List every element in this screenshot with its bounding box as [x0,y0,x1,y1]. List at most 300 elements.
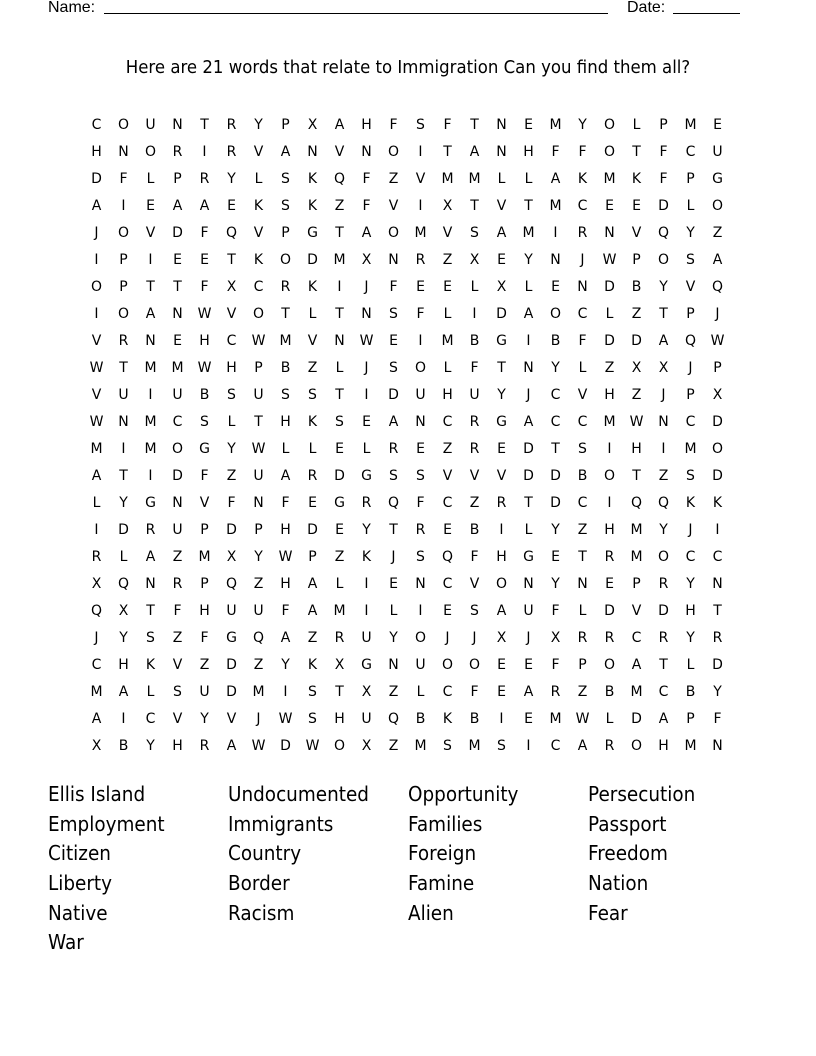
grid-letter[interactable]: L [335,360,344,376]
grid-letter[interactable]: A [118,684,129,700]
grid-letter[interactable]: N [118,144,129,160]
grid-letter[interactable]: Z [172,549,183,565]
grid-letter[interactable]: M [279,333,292,349]
grid-letter[interactable]: M [522,225,535,241]
grid-letter[interactable]: Y [686,630,695,646]
grid-letter[interactable]: P [686,306,695,322]
grid-letter[interactable]: Q [387,711,400,727]
grid-letter[interactable]: Z [172,630,183,646]
grid-letter[interactable]: P [281,117,290,133]
grid-letter[interactable]: A [523,414,534,430]
grid-letter[interactable]: S [443,738,452,754]
grid-letter[interactable]: I [94,252,99,268]
grid-letter[interactable]: E [443,279,452,295]
grid-letter[interactable]: D [604,603,615,619]
grid-letter[interactable]: S [416,468,425,484]
grid-letter[interactable]: D [712,414,723,430]
grid-letter[interactable]: M [198,549,211,565]
grid-letter[interactable]: R [226,144,237,160]
grid-letter[interactable]: L [443,360,452,376]
grid-letter[interactable]: O [117,306,130,322]
grid-letter[interactable]: V [469,576,480,592]
grid-letter[interactable]: D [118,522,129,538]
grid-letter[interactable]: N [496,117,507,133]
grid-letter[interactable]: E [200,252,209,268]
grid-letter[interactable]: F [659,171,668,187]
grid-letter[interactable]: M [414,225,427,241]
grid-letter[interactable]: P [200,522,209,538]
grid-letter[interactable]: V [199,495,210,511]
grid-letter[interactable]: E [524,711,533,727]
grid-letter[interactable]: Y [497,387,506,403]
grid-letter[interactable]: A [91,711,102,727]
grid-letter[interactable]: T [578,549,587,565]
grid-letter[interactable]: C [172,414,183,430]
grid-letter[interactable]: V [307,333,318,349]
grid-letter[interactable]: P [254,522,263,538]
grid-letter[interactable]: C [712,549,723,565]
grid-letter[interactable]: U [199,684,210,700]
grid-letter[interactable]: A [226,738,237,754]
grid-letter[interactable]: S [416,549,425,565]
grid-letter[interactable]: A [523,684,534,700]
grid-letter[interactable]: W [710,333,725,349]
grid-letter[interactable]: S [686,468,695,484]
grid-letter[interactable]: U [172,522,183,538]
grid-letter[interactable]: T [335,225,344,241]
grid-letter[interactable]: N [361,144,372,160]
grid-letter[interactable]: Z [307,630,318,646]
grid-letter[interactable]: D [550,468,561,484]
grid-letter[interactable]: M [252,684,265,700]
grid-letter[interactable]: Q [252,630,265,646]
grid-letter[interactable]: V [577,387,588,403]
grid-letter[interactable]: L [470,279,479,295]
grid-letter[interactable]: P [281,225,290,241]
grid-letter[interactable]: X [496,279,507,295]
grid-letter[interactable]: E [713,117,722,133]
grid-letter[interactable]: L [146,171,155,187]
grid-letter[interactable]: I [526,333,531,349]
grid-letter[interactable]: L [92,495,101,511]
grid-letter[interactable]: W [575,711,590,727]
grid-letter[interactable]: E [632,198,641,214]
grid-letter[interactable]: T [659,657,668,673]
grid-letter[interactable]: Y [713,684,722,700]
grid-letter[interactable]: H [199,333,210,349]
grid-letter[interactable]: N [415,414,426,430]
grid-letter[interactable]: T [713,603,722,619]
grid-letter[interactable]: U [523,603,534,619]
grid-letter[interactable]: N [172,495,183,511]
grid-letter[interactable]: R [658,576,669,592]
grid-letter[interactable]: Z [226,468,237,484]
grid-letter[interactable]: Z [388,684,399,700]
grid-letter[interactable]: E [146,198,155,214]
grid-letter[interactable]: K [307,198,318,214]
grid-letter[interactable]: L [389,603,398,619]
grid-letter[interactable]: M [441,333,454,349]
grid-letter[interactable]: F [416,495,425,511]
grid-letter[interactable]: T [632,144,641,160]
grid-letter[interactable]: C [577,198,588,214]
grid-letter[interactable]: K [307,657,318,673]
grid-letter[interactable]: B [469,333,480,349]
name-field-line[interactable] [104,13,608,14]
grid-letter[interactable]: C [685,414,696,430]
grid-letter[interactable]: B [550,333,561,349]
grid-letter[interactable]: N [658,414,669,430]
grid-letter[interactable]: W [89,360,104,376]
grid-letter[interactable]: C [550,387,561,403]
grid-letter[interactable]: W [359,333,374,349]
grid-letter[interactable]: R [712,630,723,646]
grid-letter[interactable]: B [685,684,696,700]
grid-letter[interactable]: X [307,117,318,133]
grid-letter[interactable]: H [442,387,453,403]
grid-letter[interactable]: G [334,495,345,511]
grid-letter[interactable]: T [470,198,479,214]
grid-letter[interactable]: F [227,495,236,511]
grid-letter[interactable]: L [416,684,425,700]
grid-letter[interactable]: C [226,333,237,349]
grid-letter[interactable]: K [712,495,723,511]
grid-letter[interactable]: B [118,738,129,754]
grid-letter[interactable]: A [361,225,372,241]
grid-letter[interactable]: L [497,171,506,187]
grid-letter[interactable]: C [442,576,453,592]
grid-letter[interactable]: Z [469,495,480,511]
grid-letter[interactable]: R [469,441,480,457]
grid-letter[interactable]: O [414,630,427,646]
grid-letter[interactable]: O [549,306,562,322]
grid-letter[interactable]: Z [712,225,723,241]
grid-letter[interactable]: I [418,333,423,349]
grid-letter[interactable]: F [281,495,290,511]
grid-letter[interactable]: D [631,711,642,727]
grid-letter[interactable]: S [308,711,317,727]
grid-letter[interactable]: T [281,306,290,322]
grid-letter[interactable]: U [712,144,723,160]
grid-letter[interactable]: P [308,549,317,565]
grid-letter[interactable]: I [94,522,99,538]
grid-letter[interactable]: W [197,360,212,376]
grid-letter[interactable]: Q [117,576,130,592]
grid-letter[interactable]: Z [307,360,318,376]
grid-letter[interactable]: R [307,468,318,484]
grid-letter[interactable]: O [279,252,292,268]
grid-letter[interactable]: J [526,630,531,646]
grid-letter[interactable]: L [119,549,128,565]
grid-letter[interactable]: E [173,333,182,349]
grid-letter[interactable]: F [200,468,209,484]
grid-letter[interactable]: O [333,738,346,754]
grid-letter[interactable]: I [202,144,207,160]
grid-letter[interactable]: I [121,711,126,727]
grid-letter[interactable]: F [389,279,398,295]
grid-letter[interactable]: C [550,414,561,430]
grid-letter[interactable]: H [361,117,372,133]
grid-letter[interactable]: D [172,225,183,241]
grid-letter[interactable]: N [172,117,183,133]
grid-letter[interactable]: T [173,279,182,295]
grid-letter[interactable]: H [199,603,210,619]
grid-letter[interactable]: Z [631,306,642,322]
grid-letter[interactable]: G [712,171,723,187]
grid-letter[interactable]: V [226,711,237,727]
grid-letter[interactable]: C [577,306,588,322]
grid-letter[interactable]: O [603,117,616,133]
grid-letter[interactable]: M [549,711,562,727]
grid-letter[interactable]: O [387,144,400,160]
grid-letter[interactable]: A [145,306,156,322]
grid-letter[interactable]: G [496,414,507,430]
grid-letter[interactable]: F [200,630,209,646]
grid-letter[interactable]: H [334,711,345,727]
grid-letter[interactable]: F [713,711,722,727]
grid-letter[interactable]: X [550,630,561,646]
grid-letter[interactable]: Q [441,549,454,565]
grid-letter[interactable]: C [685,549,696,565]
grid-letter[interactable]: A [280,468,291,484]
grid-letter[interactable]: D [550,495,561,511]
grid-letter[interactable]: J [526,387,531,403]
grid-letter[interactable]: I [364,387,369,403]
grid-letter[interactable]: G [226,630,237,646]
grid-letter[interactable]: S [308,387,317,403]
grid-letter[interactable]: Y [254,549,263,565]
grid-letter[interactable]: M [333,603,346,619]
grid-letter[interactable]: A [631,657,642,673]
grid-letter[interactable]: W [305,738,320,754]
grid-letter[interactable]: M [90,684,103,700]
grid-letter[interactable]: X [658,360,669,376]
grid-letter[interactable]: R [415,252,426,268]
grid-letter[interactable]: N [253,495,264,511]
grid-letter[interactable]: C [577,495,588,511]
grid-letter[interactable]: V [442,468,453,484]
grid-letter[interactable]: B [469,522,480,538]
grid-letter[interactable]: P [254,360,263,376]
grid-letter[interactable]: B [631,279,642,295]
grid-letter[interactable]: P [686,711,695,727]
grid-letter[interactable]: R [91,549,102,565]
grid-letter[interactable]: U [415,387,426,403]
grid-letter[interactable]: P [686,387,695,403]
grid-letter[interactable]: W [251,441,266,457]
grid-letter[interactable]: H [604,522,615,538]
grid-letter[interactable]: Q [711,279,724,295]
grid-letter[interactable]: S [686,252,695,268]
grid-letter[interactable]: M [333,252,346,268]
grid-letter[interactable]: S [470,603,479,619]
grid-letter[interactable]: I [364,576,369,592]
grid-letter[interactable]: D [307,252,318,268]
grid-letter[interactable]: P [173,171,182,187]
grid-letter[interactable]: O [630,738,643,754]
grid-letter[interactable]: V [496,198,507,214]
grid-letter[interactable]: R [172,144,183,160]
grid-letter[interactable]: D [712,657,723,673]
grid-letter[interactable]: N [712,576,723,592]
grid-letter[interactable]: O [90,279,103,295]
grid-letter[interactable]: D [307,522,318,538]
grid-letter[interactable]: J [256,711,261,727]
grid-letter[interactable]: I [553,225,558,241]
grid-letter[interactable]: U [253,468,264,484]
grid-letter[interactable]: F [416,306,425,322]
grid-letter[interactable]: Z [577,684,588,700]
grid-letter[interactable]: B [199,387,210,403]
grid-letter[interactable]: O [387,225,400,241]
grid-letter[interactable]: S [281,171,290,187]
grid-letter[interactable]: L [362,441,371,457]
grid-letter[interactable]: R [469,414,480,430]
grid-letter[interactable]: S [578,441,587,457]
grid-letter[interactable]: N [118,414,129,430]
grid-letter[interactable]: A [172,198,183,214]
grid-letter[interactable]: T [524,495,533,511]
grid-letter[interactable]: R [550,684,561,700]
grid-letter[interactable]: V [631,225,642,241]
grid-letter[interactable]: S [281,387,290,403]
grid-letter[interactable]: Z [442,441,453,457]
grid-letter[interactable]: R [577,630,588,646]
grid-letter[interactable]: O [495,576,508,592]
grid-letter[interactable]: J [364,360,369,376]
grid-letter[interactable]: S [200,414,209,430]
grid-letter[interactable]: Y [362,522,371,538]
grid-letter[interactable]: O [603,468,616,484]
grid-letter[interactable]: N [496,144,507,160]
grid-letter[interactable]: E [497,657,506,673]
grid-letter[interactable]: D [388,387,399,403]
grid-letter[interactable]: I [364,603,369,619]
grid-letter[interactable]: M [549,198,562,214]
grid-letter[interactable]: F [470,684,479,700]
grid-letter[interactable]: O [711,441,724,457]
grid-letter[interactable]: C [577,414,588,430]
grid-letter[interactable]: U [145,117,156,133]
grid-letter[interactable]: E [443,522,452,538]
grid-letter[interactable]: Q [630,495,643,511]
grid-letter[interactable]: T [119,360,128,376]
grid-letter[interactable]: T [146,603,155,619]
grid-letter[interactable]: N [145,333,156,349]
grid-letter[interactable]: I [418,603,423,619]
grid-letter[interactable]: I [121,198,126,214]
grid-letter[interactable]: W [251,738,266,754]
grid-letter[interactable]: L [524,279,533,295]
grid-letter[interactable]: T [497,360,506,376]
grid-letter[interactable]: E [551,549,560,565]
grid-letter[interactable]: K [307,279,318,295]
grid-letter[interactable]: L [632,117,641,133]
grid-letter[interactable]: U [361,711,372,727]
grid-letter[interactable]: N [388,252,399,268]
grid-letter[interactable]: I [715,522,720,538]
grid-letter[interactable]: U [415,657,426,673]
grid-letter[interactable]: S [173,684,182,700]
grid-letter[interactable]: T [470,117,479,133]
grid-letter[interactable]: T [524,198,533,214]
grid-letter[interactable]: I [337,279,342,295]
grid-letter[interactable]: W [602,252,617,268]
grid-letter[interactable]: D [280,738,291,754]
grid-letter[interactable]: M [468,738,481,754]
grid-letter[interactable]: P [200,576,209,592]
grid-letter[interactable]: I [148,252,153,268]
grid-letter[interactable]: D [658,603,669,619]
grid-letter[interactable]: X [226,279,237,295]
grid-letter[interactable]: J [94,630,99,646]
grid-letter[interactable]: T [335,306,344,322]
grid-letter[interactable]: L [254,171,263,187]
grid-letter[interactable]: O [657,252,670,268]
grid-letter[interactable]: A [91,468,102,484]
grid-letter[interactable]: T [227,252,236,268]
grid-letter[interactable]: A [523,306,534,322]
grid-letter[interactable]: A [469,144,480,160]
grid-letter[interactable]: T [632,468,641,484]
grid-letter[interactable]: Z [388,171,399,187]
grid-letter[interactable]: Q [387,495,400,511]
grid-letter[interactable]: T [551,441,560,457]
grid-letter[interactable]: M [603,414,616,430]
grid-letter[interactable]: A [496,225,507,241]
grid-letter[interactable]: D [604,279,615,295]
grid-letter[interactable]: L [686,198,695,214]
grid-letter[interactable]: J [391,549,396,565]
grid-letter[interactable]: S [335,414,344,430]
grid-letter[interactable]: X [361,738,372,754]
grid-letter[interactable]: U [469,387,480,403]
grid-letter[interactable]: Y [119,495,128,511]
grid-letter[interactable]: N [307,144,318,160]
grid-letter[interactable]: Z [334,549,345,565]
grid-letter[interactable]: Y [659,522,668,538]
grid-letter[interactable]: Q [657,495,670,511]
grid-letter[interactable]: Q [90,603,103,619]
grid-letter[interactable]: B [604,684,615,700]
grid-letter[interactable]: Q [225,576,238,592]
grid-letter[interactable]: S [281,198,290,214]
grid-letter[interactable]: M [144,360,157,376]
grid-letter[interactable]: M [630,684,643,700]
grid-letter[interactable]: S [497,738,506,754]
grid-letter[interactable]: X [334,657,345,673]
grid-letter[interactable]: N [334,333,345,349]
grid-letter[interactable]: V [145,225,156,241]
grid-letter[interactable]: W [629,414,644,430]
grid-letter[interactable]: X [361,684,372,700]
grid-letter[interactable]: H [523,144,534,160]
grid-letter[interactable]: O [117,225,130,241]
grid-letter[interactable]: X [631,360,642,376]
grid-letter[interactable]: Y [227,171,236,187]
grid-letter[interactable]: J [364,279,369,295]
grid-letter[interactable]: A [334,117,345,133]
grid-letter[interactable]: J [445,630,450,646]
grid-letter[interactable]: N [415,576,426,592]
grid-letter[interactable]: U [226,603,237,619]
grid-letter[interactable]: J [688,522,693,538]
grid-letter[interactable]: N [388,657,399,673]
grid-letter[interactable]: R [118,333,129,349]
grid-letter[interactable]: Y [254,117,263,133]
grid-letter[interactable]: K [253,252,264,268]
grid-letter[interactable]: U [361,630,372,646]
